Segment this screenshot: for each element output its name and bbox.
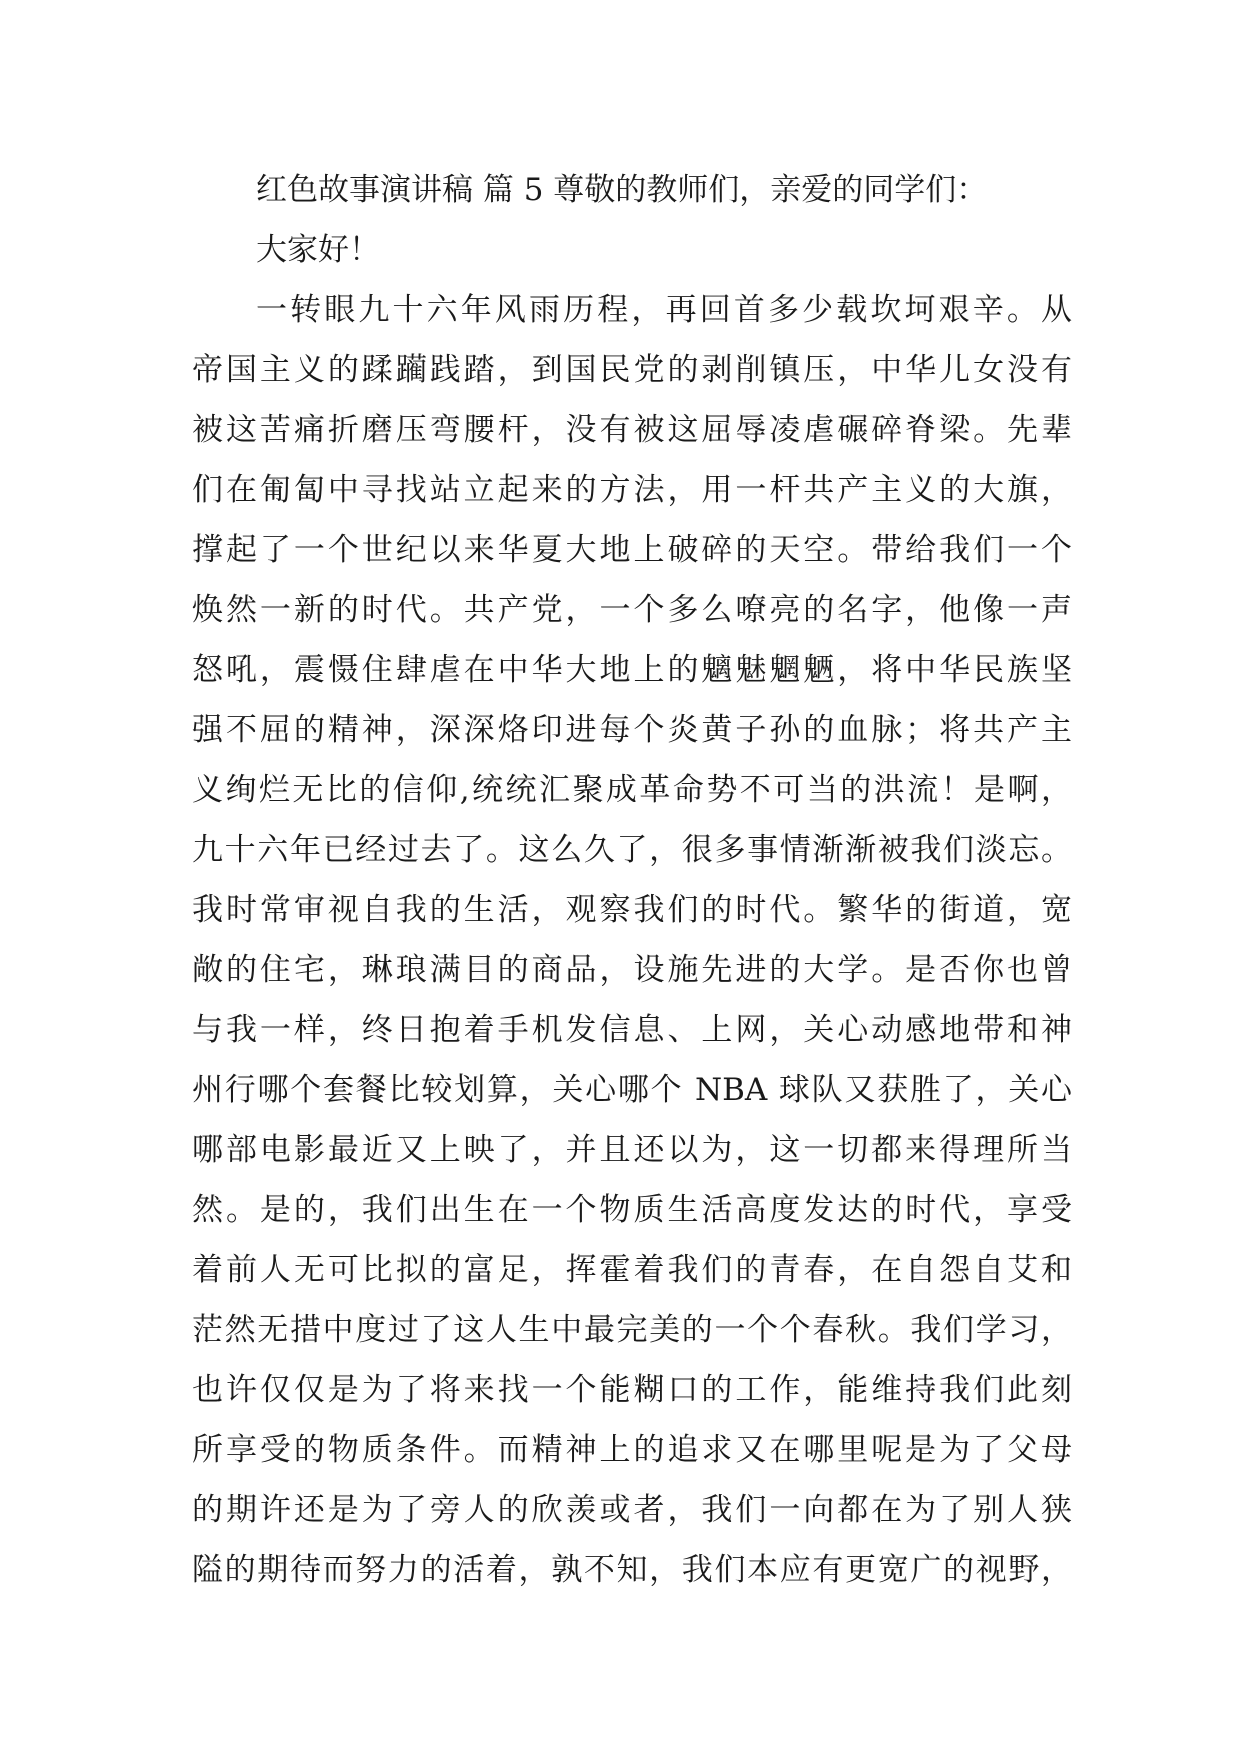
paragraph-line: 与我一样，终日抱着手机发信息、上网，关心动感地带和神 xyxy=(192,1012,1072,1048)
paragraph-line: 我时常审视自我的生活，观察我们的时代。繁华的街道，宽 xyxy=(192,892,1072,928)
paragraph-line: 义绚烂无比的信仰,统统汇聚成革命势不可当的洪流！是啊， xyxy=(192,772,1072,808)
body-text xyxy=(192,160,1072,1600)
paragraph-line: 州行哪个套餐比较划算，关心哪个 NBA 球队又获胜了，关心 xyxy=(192,1072,1072,1108)
paragraph-line: 的期许还是为了旁人的欣羡或者，我们一向都在为了别人狭 xyxy=(192,1492,1072,1528)
paragraph-line: 撑起了一个世纪以来华夏大地上破碎的天空。带给我们一个 xyxy=(192,532,1072,568)
paragraph-line: 怒吼，震慑住肆虐在中华大地上的魑魅魍魉，将中华民族坚 xyxy=(192,652,1072,688)
greeting-line: 大家好！ xyxy=(256,232,380,268)
paragraph-line: 敞的住宅，琳琅满目的商品，设施先进的大学。是否你也曾 xyxy=(192,952,1072,988)
paragraph-line: 焕然一新的时代。共产党，一个多么嘹亮的名字，他像一声 xyxy=(192,592,1072,628)
paragraph-line: 强不屈的精神，深深烙印进每个炎黄子孙的血脉；将共产主 xyxy=(192,712,1072,748)
paragraph-line: 九十六年已经过去了。这么久了，很多事情渐渐被我们淡忘。 xyxy=(192,832,1072,868)
paragraph-line: 茫然无措中度过了这人生中最完美的一个个春秋。我们学习， xyxy=(192,1312,1072,1348)
paragraph-line: 然。是的，我们出生在一个物质生活高度发达的时代，享受 xyxy=(192,1192,1072,1228)
paragraph-line: 们在匍匐中寻找站立起来的方法，用一杆共产主义的大旗， xyxy=(192,472,1072,508)
paragraph-line: 也许仅仅是为了将来找一个能糊口的工作，能维持我们此刻 xyxy=(192,1372,1072,1408)
paragraph-line: 被这苦痛折磨压弯腰杆，没有被这屈辱凌虐碾碎脊梁。先辈 xyxy=(192,412,1072,448)
paragraph-line: 一转眼九十六年风雨历程，再回首多少载坎坷艰辛。从 xyxy=(256,292,1072,328)
paragraph-line: 着前人无可比拟的富足，挥霍着我们的青春，在自怨自艾和 xyxy=(192,1252,1072,1288)
paragraph-line: 所享受的物质条件。而精神上的追求又在哪里呢是为了父母 xyxy=(192,1432,1072,1468)
heading-line: 红色故事演讲稿 篇 5 尊敬的教师们，亲爱的同学们： xyxy=(256,172,988,208)
paragraph-line: 帝国主义的蹂躏践踏，到国民党的剥削镇压，中华儿女没有 xyxy=(192,352,1072,388)
paragraph-line: 隘的期待而努力的活着，孰不知，我们本应有更宽广的视野， xyxy=(192,1552,1072,1588)
paragraph-line: 哪部电影最近又上映了，并且还以为，这一切都来得理所当 xyxy=(192,1132,1072,1168)
